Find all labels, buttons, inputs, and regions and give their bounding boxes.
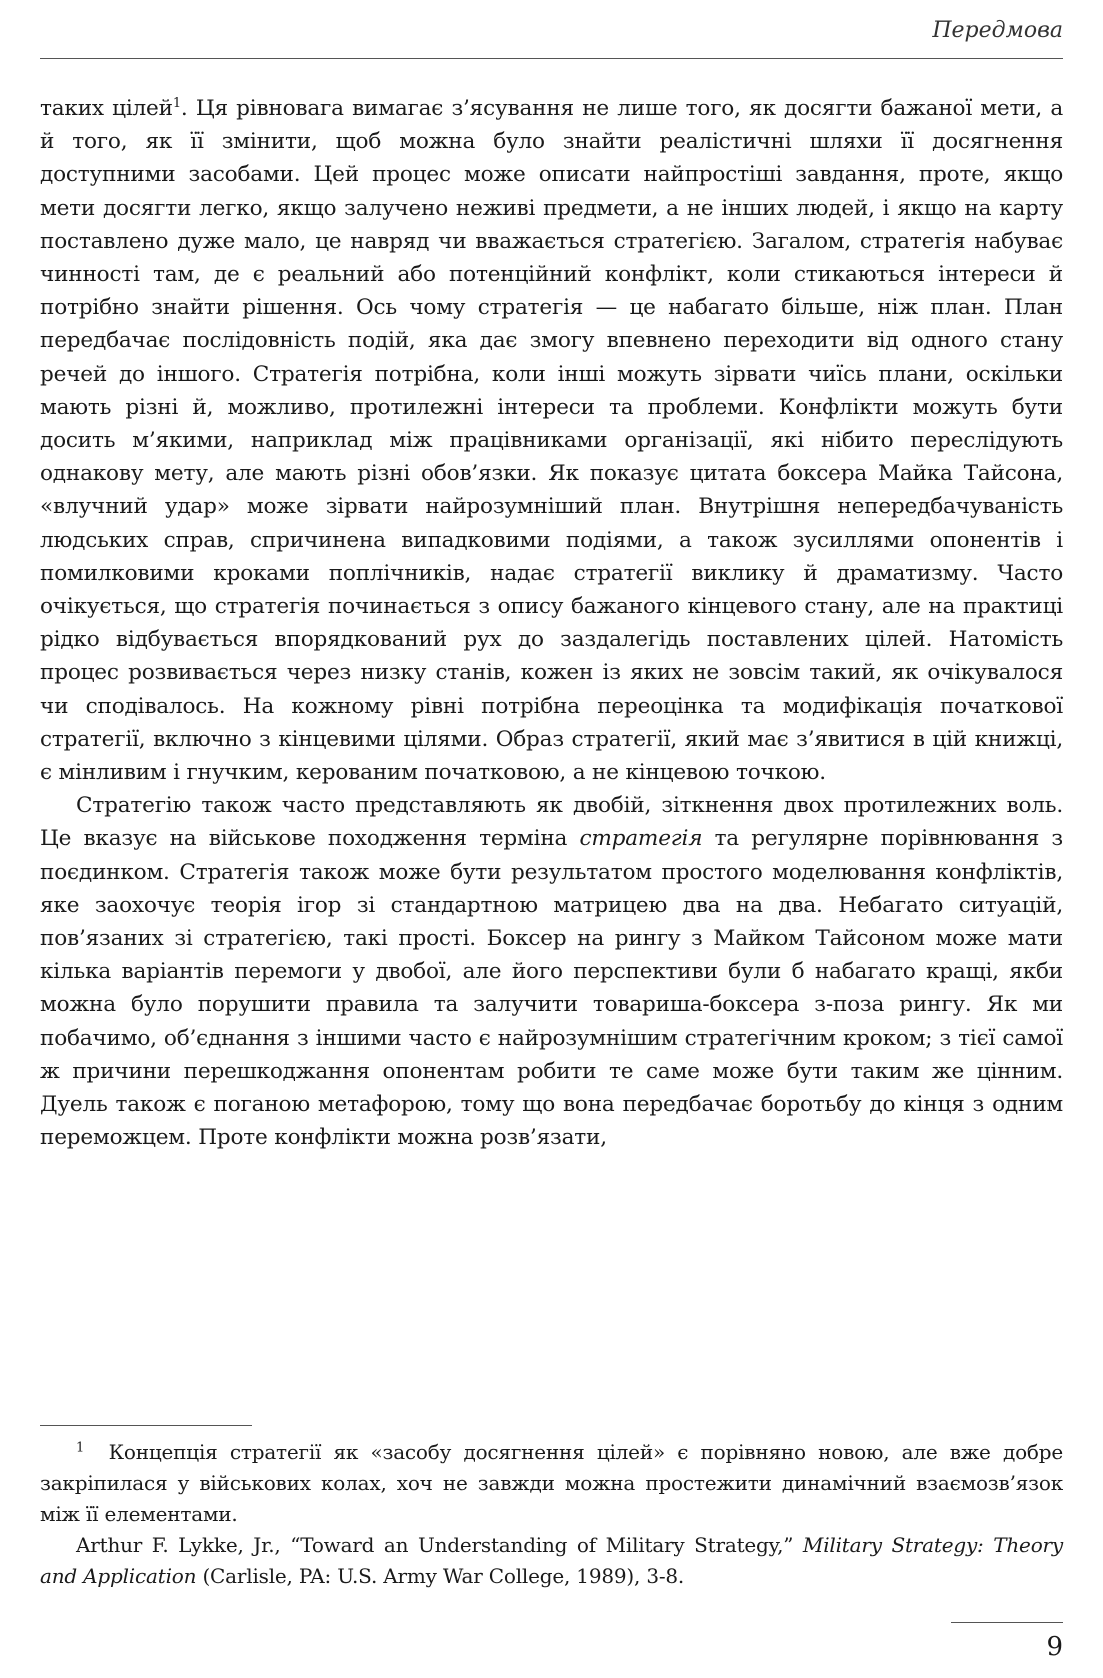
main-text [40,92,1063,1155]
citation-italic-title: Military Strategy: Theory and Application [40,1533,1063,1588]
footnote-text: Концепція стратегії як «засобу досягнення цілей» є порівняно новою, але вже добре закріпилася у військових колах, хоч не завжди можна простежити динамічний взаємозв’язок між її елементами. [40,1440,1063,1526]
running-head-title: Передмова [932,18,1063,43]
paragraph-2-rest: та регулярне порівнювання з поєдинком. Стратегія також може бути результатом простого моделювання конфліктів, яке заохочує теорія ігор зі стандартною матрицею два на два. Небагато ситуацій, пов’язаних зі стратегією, такі прості. Боксер на рингу з Майком Тайсоном може мати кілька варіантів перемоги у двобої, але його перспективи були б набагато кращі, якби можна було порушити правила та залучити товариша-боксера з-поза рингу. Як ми побачимо, об’єднання з іншими часто є найрозумнішим стратегічним кроком; з тієї самої ж причини перешкоджання опонентам робити те саме може бути таким же цінним. Дуель також є поганою метафорою, тому що вона передбачає боротьбу до кінця з одним переможцем. Проте конфлікти можна розв’язати, [40,826,1063,1151]
footnote-rule [40,1425,252,1426]
paragraph-2 [40,789,1063,1154]
paragraph-2-start: Стратегію також часто представляють як двобій, зіткнення двох протилежних воль. Це вказує на військове походження терміна [40,793,1063,852]
citation-start: Arthur F. Lykke, Jr., “Toward an Understanding of Military Strategy,” [76,1533,803,1557]
paragraph-2-italic-term: стратегія [579,826,703,852]
footnote-number: 1 [76,1440,85,1456]
paragraph-1-rest: . Ця рівновага вимагає з’ясування не лише того, як досягти бажаної мети, а й того, як її змінити, щоб можна було знайти реалістичні шляхи її досягнення доступними засобами. Цей процес може описати найпростіші завдання, проте, якщо мети досягти легко, якщо залучено неживі предмети, а не інших людей, і якщо на карту поставлено дуже мало, це навряд чи вважається стратегією. Загалом, стратегія набуває чинності там, де є реальний або потенційний конфлікт, коли стикаються інтереси й потрібно знайти рішення. Ось чому стратегія — це набагато більше, ніж план. План передбачає послідовність подій, яка дає змогу впевнено переходити від одного стану речей до іншого. Стратегія потрібна, коли інші можуть зірвати чиїсь плани, оскільки мають різні й, можливо, протилежні інтереси та проблеми. Конфлікти можуть бути досить м’якими, наприклад між працівниками організації, які нібито переслідують однакову мету, але мають різні обов’язки. Як показує цитата боксера Майка Тайсона, «влучний удар» може зірвати найрозумніший план. Внутрішня непередбачуваність людських справ, спричинена випадковими подіями, а також зусиллями опонентів і помилковими кроками поплічників, надає стратегії виклику й драматизму. Часто очікується, що стратегія починається з опису бажаного кінцевого стану, але на практиці рідко відбувається впорядкований рух до заздалегідь поставлених цілей. Натомість процес розвивається через низку станів, кожен із яких не зовсім такий, як очікувалося чи сподівалось. На кожному рівні потрібна переоцінка та модифікація початкової стратегії, включно з кінцевими цілями. Образ стратегії, який має з’явитися в цій книжці, є мінливим і гнучким, керованим початковою, а не кінцевою точкою. [40,96,1063,786]
paragraph-1-start: таких цілей [40,96,173,121]
footnote-citation [40,1530,1063,1592]
citation-end: (Carlisle, PA: U.S. Army War College, 1989), 3-8. [196,1564,685,1588]
footnote-1 [40,1437,1063,1530]
footnote-reference: 1 [172,95,181,111]
footnotes [40,1437,1063,1592]
header-rule [40,58,1063,59]
paragraph-1 [40,92,1063,789]
page-number-rule [951,1622,1063,1623]
page-number: 9 [1046,1632,1063,1662]
